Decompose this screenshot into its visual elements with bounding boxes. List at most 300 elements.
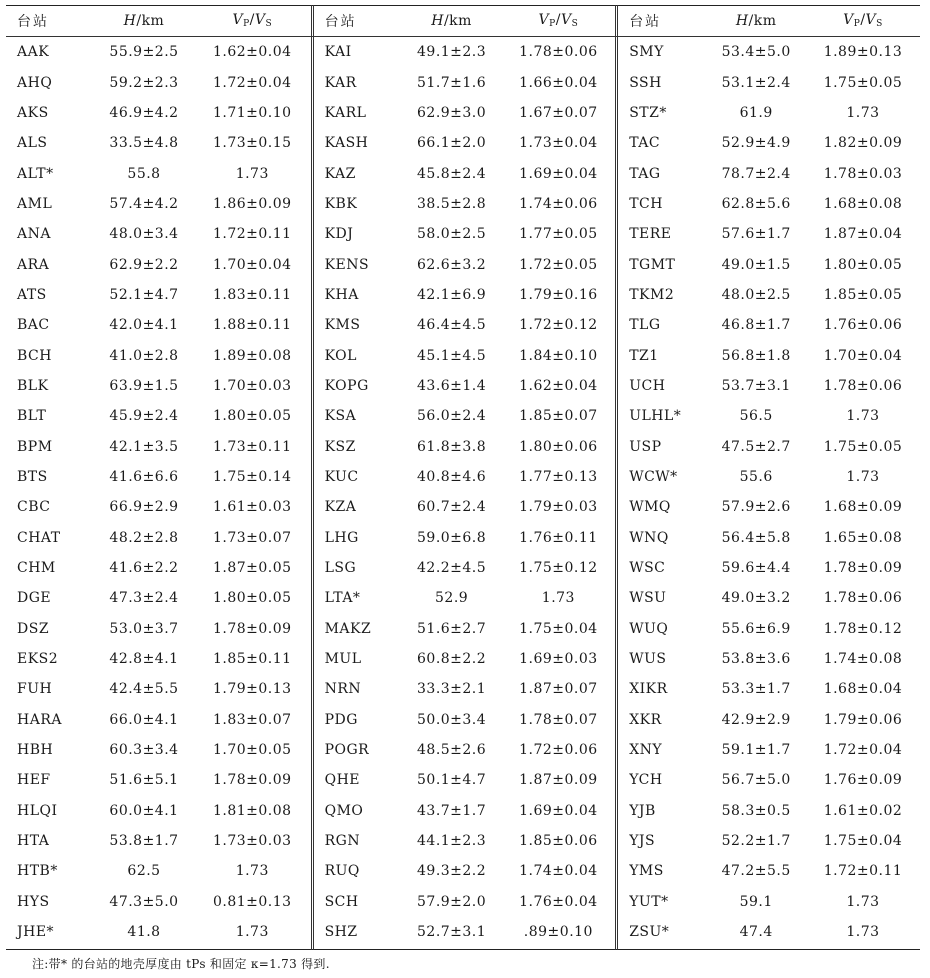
ratio-cell: 1.72±0.11 [823, 863, 903, 880]
table-panel [6, 5, 311, 950]
thickness-cell: 52.9±4.9 [721, 135, 791, 152]
table-row [6, 523, 311, 553]
ratio-cell: 1.72±0.12 [519, 317, 598, 334]
station-cell: AHQ [17, 74, 53, 91]
thickness-cell: 59.0±6.8 [417, 529, 487, 546]
station-cell: MAKZ [324, 620, 372, 637]
table-row [314, 705, 616, 735]
table-row [6, 189, 311, 219]
station-cell: UCH [629, 377, 666, 394]
header-thickness: H/km [123, 12, 165, 29]
table-row [6, 735, 311, 765]
station-cell: NRN [324, 681, 362, 698]
ratio-cell: 1.74±0.08 [823, 651, 903, 668]
ratio-cell: 1.75±0.05 [823, 438, 903, 455]
station-cell: YJS [629, 833, 656, 850]
ratio-cell: 1.73 [235, 924, 269, 941]
table-row [618, 189, 920, 219]
station-cell: HARA [17, 711, 62, 728]
thickness-cell: 41.0±2.8 [109, 347, 179, 364]
thickness-cell: 46.9±4.2 [109, 104, 179, 121]
thickness-cell: 45.9±2.4 [109, 408, 179, 425]
thickness-cell: 42.4±5.5 [109, 681, 179, 698]
thickness-cell: 53.0±3.7 [109, 620, 179, 637]
thickness-cell: 42.0±4.1 [109, 317, 179, 334]
ratio-cell: 1.73 [846, 468, 880, 485]
station-cell: SHZ [324, 924, 358, 941]
table-row [618, 401, 920, 431]
ratio-cell: 1.85±0.07 [519, 408, 598, 425]
station-cell: ARA [17, 256, 50, 273]
station-cell: WCW* [629, 468, 678, 485]
thickness-cell: 52.1±4.7 [109, 286, 179, 303]
table-row [314, 796, 616, 826]
table-row [618, 340, 920, 370]
table-row [618, 371, 920, 401]
thickness-cell: 57.6±1.7 [721, 226, 791, 243]
thickness-cell: 66.9±2.9 [109, 499, 179, 516]
thickness-cell: 66.0±4.1 [109, 711, 179, 728]
thickness-cell: 52.7±3.1 [417, 924, 487, 941]
table-row [618, 887, 920, 917]
thickness-cell: 62.8±5.6 [721, 195, 791, 212]
table-row [314, 735, 616, 765]
station-cell: YUT* [629, 893, 669, 910]
ratio-cell: 1.69±0.04 [519, 802, 598, 819]
thickness-cell: 48.5±2.6 [417, 742, 487, 759]
ratio-cell: 1.68±0.09 [823, 499, 903, 516]
table-row [618, 462, 920, 492]
ratio-cell: 1.65±0.08 [823, 529, 903, 546]
station-cell: KHA [324, 286, 359, 303]
station-cell: KENS [324, 256, 370, 273]
thickness-cell: 53.8±1.7 [109, 833, 179, 850]
station-cell: CBC [17, 499, 51, 516]
station-cell: YCH [629, 772, 663, 789]
ratio-cell: 1.75±0.05 [823, 74, 903, 91]
ratio-cell: 1.66±0.04 [519, 74, 598, 91]
ratio-cell: 1.77±0.05 [519, 226, 598, 243]
station-cell: KOPG [324, 377, 369, 394]
station-cell: KASH [324, 135, 369, 152]
station-cell: ALS [17, 135, 48, 152]
station-cell: XKR [629, 711, 662, 728]
ratio-cell: 1.73±0.11 [213, 438, 292, 455]
station-cell: WUQ [629, 620, 669, 637]
thickness-cell: 44.1±2.3 [417, 833, 487, 850]
ratio-cell: 1.86±0.09 [213, 195, 292, 212]
station-cell: ATS [17, 286, 47, 303]
table-row [618, 796, 920, 826]
header-station: 台站 [324, 13, 357, 30]
station-cell: YMS [629, 863, 664, 880]
station-cell: KMS [324, 317, 361, 334]
table-row [618, 492, 920, 522]
thickness-cell: 58.0±2.5 [417, 226, 487, 243]
station-cell: LTA* [324, 590, 361, 607]
table-row [6, 310, 311, 340]
table-row [6, 614, 311, 644]
ratio-cell: 1.79±0.06 [823, 711, 903, 728]
ratio-cell: 1.61±0.02 [823, 802, 903, 819]
thickness-cell: 58.3±0.5 [721, 802, 791, 819]
table-panels [6, 5, 920, 950]
table-row [314, 917, 616, 947]
station-cell: WNQ [629, 529, 669, 546]
table-row [6, 856, 311, 886]
thickness-cell: 41.6±2.2 [109, 560, 179, 577]
station-cell: BCH [17, 347, 52, 364]
thickness-cell: 62.5 [127, 863, 161, 880]
station-cell: KAI [324, 44, 352, 61]
table-row [6, 887, 311, 917]
ratio-cell: 1.73 [846, 104, 880, 121]
table-row [618, 614, 920, 644]
table-row [6, 644, 311, 674]
ratio-cell: 1.70±0.04 [823, 347, 903, 364]
ratio-cell: 1.71±0.10 [213, 104, 292, 121]
ratio-cell: 1.83±0.11 [213, 286, 292, 303]
table-row [6, 128, 311, 158]
thickness-cell: 61.9 [739, 104, 773, 121]
table-row [6, 249, 311, 279]
table-row [6, 67, 311, 97]
station-cell: KAR [324, 74, 357, 91]
station-cell: WUS [629, 651, 667, 668]
station-cell: TLG [629, 317, 661, 334]
table-body [6, 37, 311, 947]
table-row [314, 310, 616, 340]
table-row [6, 492, 311, 522]
station-cell: HBH [17, 742, 54, 759]
table-row [314, 583, 616, 613]
thickness-cell: 59.1 [739, 893, 773, 910]
header-thickness: H/km [735, 12, 777, 29]
ratio-cell: 1.78±0.12 [823, 620, 903, 637]
table-row [314, 523, 616, 553]
thickness-cell: 46.4±4.5 [417, 317, 487, 334]
table-row [314, 340, 616, 370]
station-cell: JHE* [17, 924, 55, 941]
station-cell: QMO [324, 802, 364, 819]
thickness-cell: 66.1±2.0 [417, 135, 487, 152]
station-cell: KBK [324, 195, 358, 212]
ratio-cell: 1.70±0.04 [213, 256, 292, 273]
table-row [618, 917, 920, 947]
ratio-cell: 1.78±0.03 [823, 165, 903, 182]
station-cell: KSA [324, 408, 357, 425]
station-cell: BLK [17, 377, 49, 394]
ratio-cell: 1.69±0.03 [519, 651, 598, 668]
ratio-cell: 1.87±0.09 [519, 772, 598, 789]
station-cell: TAC [629, 135, 661, 152]
table-row [6, 796, 311, 826]
ratio-cell: 1.75±0.04 [519, 620, 598, 637]
table-panel [311, 5, 616, 950]
table-note: 注:带* 的台站的地壳厚度由 tPs 和固定 κ=1.73 得到. [32, 957, 330, 971]
table-row [314, 98, 616, 128]
header-ratio: $V_P/V_S$ [232, 12, 273, 29]
thickness-cell: 51.6±5.1 [109, 772, 179, 789]
station-cell: TCH [629, 195, 663, 212]
table-row [6, 765, 311, 795]
table-row [6, 826, 311, 856]
table-row [6, 98, 311, 128]
table-row [6, 553, 311, 583]
station-cell: AKS [17, 104, 49, 121]
table-row [314, 371, 616, 401]
ratio-cell: 1.73±0.03 [213, 833, 292, 850]
thickness-cell: 59.1±1.7 [721, 742, 791, 759]
thickness-cell: 48.0±3.4 [109, 226, 179, 243]
ratio-cell: 1.88±0.11 [213, 317, 292, 334]
thickness-cell: 55.9±2.5 [109, 44, 179, 61]
thickness-cell: 42.1±3.5 [109, 438, 179, 455]
table-row [618, 431, 920, 461]
thickness-cell: 50.0±3.4 [417, 711, 487, 728]
thickness-cell: 53.4±5.0 [721, 44, 791, 61]
ratio-cell: 1.72±0.05 [519, 256, 598, 273]
ratio-cell: 1.79±0.16 [519, 286, 598, 303]
ratio-cell: 1.85±0.06 [519, 833, 598, 850]
ratio-cell: 1.78±0.09 [213, 620, 292, 637]
ratio-cell: 1.75±0.04 [823, 833, 903, 850]
table-row [618, 705, 920, 735]
header-row [6, 5, 311, 36]
station-cell: ALT* [17, 165, 54, 182]
station-cell: MUL [324, 651, 362, 668]
table-row [6, 280, 311, 310]
thickness-cell: 55.6 [739, 468, 773, 485]
header-station: 台站 [629, 13, 662, 30]
station-cell: XIKR [629, 681, 668, 698]
table-row [314, 887, 616, 917]
table-row [6, 340, 311, 370]
table-row [314, 280, 616, 310]
thickness-cell: 49.3±2.2 [417, 863, 487, 880]
thickness-cell: 62.6±3.2 [417, 256, 487, 273]
thickness-cell: 47.2±5.5 [721, 863, 791, 880]
station-cell: BAC [17, 317, 50, 334]
thickness-cell: 33.3±2.1 [417, 681, 487, 698]
station-cell: KOL [324, 347, 357, 364]
thickness-cell: 42.2±4.5 [417, 560, 487, 577]
thickness-cell: 47.4 [739, 924, 773, 941]
ratio-cell: 1.80±0.05 [823, 256, 903, 273]
header-row [618, 5, 920, 36]
thickness-cell: 53.7±3.1 [721, 377, 791, 394]
station-cell: KAZ [324, 165, 356, 182]
station-cell: AML [17, 195, 53, 212]
thickness-cell: 47.3±2.4 [109, 590, 179, 607]
station-cell: LHG [324, 529, 359, 546]
ratio-cell: 1.87±0.07 [519, 681, 598, 698]
thickness-cell: 61.8±3.8 [417, 438, 487, 455]
table-row [618, 583, 920, 613]
thickness-cell: 53.3±1.7 [721, 681, 791, 698]
station-cell: SCH [324, 893, 359, 910]
ratio-cell: 1.73 [846, 408, 880, 425]
thickness-cell: 50.1±4.7 [417, 772, 487, 789]
thickness-cell: 41.8 [127, 924, 161, 941]
ratio-cell: 1.79±0.03 [519, 499, 598, 516]
thickness-cell: 57.9±2.0 [417, 893, 487, 910]
station-cell: DGE [17, 590, 52, 607]
ratio-cell: 1.80±0.05 [213, 408, 292, 425]
ratio-cell: 1.73±0.15 [213, 135, 292, 152]
table-row [314, 431, 616, 461]
header-ratio: $V_P/V_S$ [843, 12, 883, 29]
thickness-cell: 48.0±2.5 [721, 286, 791, 303]
thickness-cell: 40.8±4.6 [417, 468, 487, 485]
thickness-cell: 52.2±1.7 [721, 833, 791, 850]
ratio-cell: 1.68±0.08 [823, 195, 903, 212]
thickness-cell: 60.8±2.2 [417, 651, 487, 668]
ratio-cell: 1.70±0.03 [213, 377, 292, 394]
ratio-cell: 1.73 [235, 863, 269, 880]
station-cell: FUH [17, 681, 53, 698]
station-cell: HLQI [17, 802, 58, 819]
table-row [314, 219, 616, 249]
thickness-cell: 47.3±5.0 [109, 893, 179, 910]
table-row [314, 249, 616, 279]
table-row [6, 219, 311, 249]
thickness-cell: 49.1±2.3 [417, 44, 487, 61]
table-row [618, 128, 920, 158]
ratio-cell: 1.69±0.04 [519, 165, 598, 182]
thickness-cell: 45.1±4.5 [417, 347, 487, 364]
table-row [618, 98, 920, 128]
thickness-cell: 33.5±4.8 [109, 135, 179, 152]
thickness-cell: 51.6±2.7 [417, 620, 487, 637]
ratio-cell: 1.78±0.09 [213, 772, 292, 789]
station-cell: KUC [324, 468, 359, 485]
ratio-cell: 1.80±0.05 [213, 590, 292, 607]
thickness-cell: 42.8±4.1 [109, 651, 179, 668]
station-cell: TAG [629, 165, 661, 182]
thickness-cell: 59.6±4.4 [721, 560, 791, 577]
ratio-cell: 1.78±0.09 [823, 560, 903, 577]
thickness-cell: 53.8±3.6 [721, 651, 791, 668]
table-row [6, 158, 311, 188]
table-row [618, 674, 920, 704]
station-cell: XNY [629, 742, 663, 759]
station-cell: HYS [17, 893, 50, 910]
table-row [314, 462, 616, 492]
ratio-cell: 1.73±0.04 [519, 135, 598, 152]
table-row [618, 158, 920, 188]
table-row [314, 492, 616, 522]
station-cell: KSZ [324, 438, 356, 455]
station-cell: SSH [629, 74, 662, 91]
ratio-cell: 1.62±0.04 [213, 44, 292, 61]
table-row [314, 67, 616, 97]
table-row [618, 219, 920, 249]
table-row [618, 523, 920, 553]
table-row [314, 158, 616, 188]
ratio-cell: 1.87±0.05 [213, 560, 292, 577]
table-row [618, 735, 920, 765]
ratio-cell: 1.85±0.05 [823, 286, 903, 303]
thickness-cell: 56.4±5.8 [721, 529, 791, 546]
table-row [6, 431, 311, 461]
station-cell: TZ1 [629, 347, 659, 364]
ratio-cell: 1.72±0.06 [519, 742, 598, 759]
ratio-cell: 1.79±0.13 [213, 681, 292, 698]
ratio-cell: 1.73 [846, 924, 880, 941]
ratio-cell: 1.78±0.06 [823, 377, 903, 394]
table-row [618, 37, 920, 67]
ratio-cell: 1.74±0.04 [519, 863, 598, 880]
thickness-cell: 56.5 [739, 408, 773, 425]
ratio-cell: 1.76±0.04 [519, 893, 598, 910]
table-row [618, 67, 920, 97]
thickness-cell: 43.7±1.7 [417, 802, 487, 819]
thickness-cell: 51.7±1.6 [417, 74, 487, 91]
station-cell: BTS [17, 468, 48, 485]
ratio-cell: 1.73 [541, 590, 575, 607]
table-row [618, 553, 920, 583]
ratio-cell: 1.80±0.06 [519, 438, 598, 455]
thickness-cell: 49.0±1.5 [721, 256, 791, 273]
station-cell: RGN [324, 833, 361, 850]
ratio-cell: 1.84±0.10 [519, 347, 598, 364]
ratio-cell: 1.73 [235, 165, 269, 182]
station-cell: TKM2 [629, 286, 675, 303]
station-cell: STZ* [629, 104, 667, 121]
ratio-cell: 1.87±0.04 [823, 226, 903, 243]
ratio-cell: 1.75±0.14 [213, 468, 292, 485]
ratio-cell: 1.74±0.06 [519, 195, 598, 212]
station-cell: QHE [324, 772, 360, 789]
station-cell: USP [629, 438, 662, 455]
thickness-cell: 57.9±2.6 [721, 499, 791, 516]
station-cell: ULHL* [629, 408, 682, 425]
station-cell: BPM [17, 438, 53, 455]
thickness-cell: 46.8±1.7 [721, 317, 791, 334]
station-cell: SMY [629, 44, 664, 61]
thickness-cell: 53.1±2.4 [721, 74, 791, 91]
ratio-cell: 1.85±0.11 [213, 651, 292, 668]
ratio-cell: 1.61±0.03 [213, 499, 292, 516]
station-cell: KDJ [324, 226, 354, 243]
station-cell: HEF [17, 772, 51, 789]
station-cell: EKS2 [17, 651, 59, 668]
table-row [6, 371, 311, 401]
thickness-cell: 55.8 [127, 165, 161, 182]
table-row [314, 189, 616, 219]
station-cell: AAK [17, 44, 50, 61]
station-cell: HTB* [17, 863, 58, 880]
station-cell: HTA [17, 833, 50, 850]
table-row [618, 644, 920, 674]
table-row [6, 462, 311, 492]
thickness-cell: 78.7±2.4 [721, 165, 791, 182]
table-row [314, 856, 616, 886]
station-cell: TERE [629, 226, 672, 243]
table-row [618, 280, 920, 310]
thickness-cell: 60.0±4.1 [109, 802, 179, 819]
table-row [314, 674, 616, 704]
table-row [314, 765, 616, 795]
station-cell: LSG [324, 560, 357, 577]
thickness-cell: 59.2±2.3 [109, 74, 179, 91]
thickness-cell: 56.7±5.0 [721, 772, 791, 789]
station-cell: CHAT [17, 529, 61, 546]
station-cell: WSU [629, 590, 667, 607]
ratio-cell: 1.78±0.06 [519, 44, 598, 61]
table-row [6, 705, 311, 735]
